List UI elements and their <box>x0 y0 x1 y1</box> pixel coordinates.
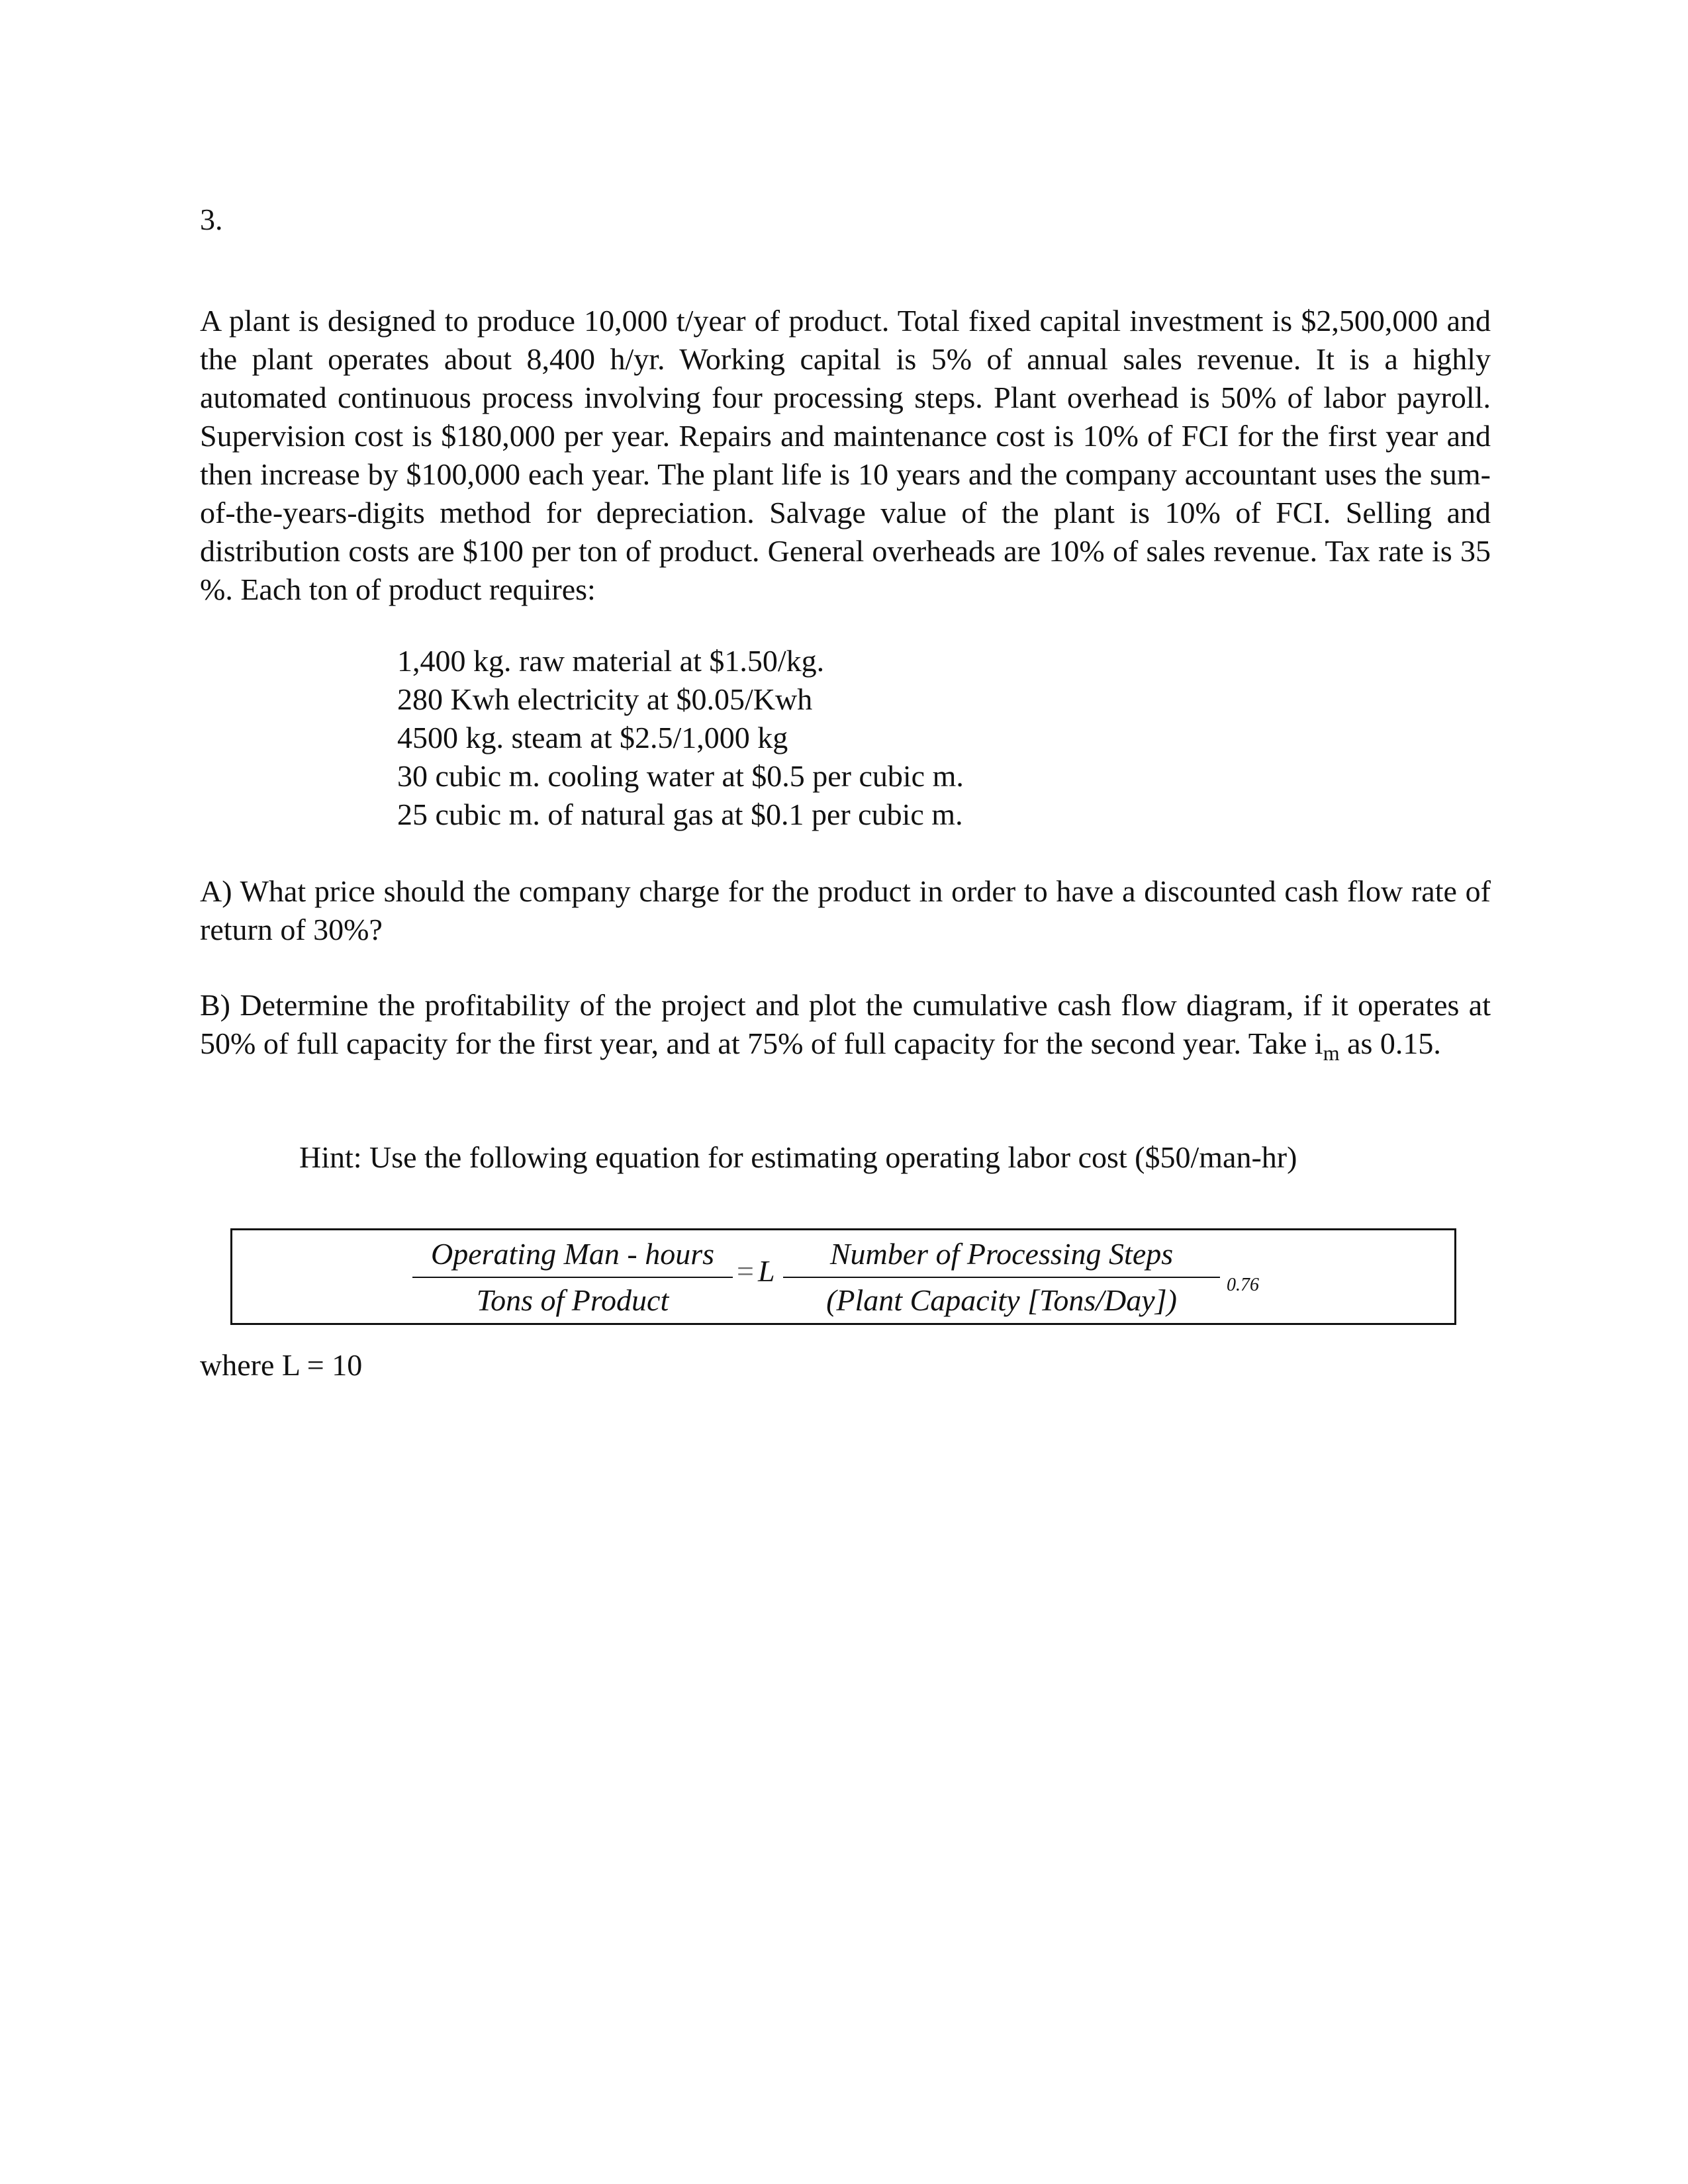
fraction-bar <box>412 1277 733 1278</box>
requirement-raw-material: 1,400 kg. raw material at $1.50/kg. <box>397 644 825 678</box>
formula-left-fraction <box>412 1236 733 1319</box>
question-b <box>200 986 1491 1066</box>
formula-equals <box>737 1253 775 1290</box>
requirement-electricity: 280 Kwh electricity at $0.05/Kwh <box>397 682 813 716</box>
hint-text: Hint: Use the following equation for estimating operating labor cost ($50/man-hr) <box>299 1140 1297 1174</box>
requirement-natural-gas: 25 cubic m. of natural gas at $0.1 per cubic m. <box>397 797 963 831</box>
formula-right-fraction <box>783 1236 1220 1319</box>
formula-right-numerator: Number of Processing Steps <box>829 1237 1174 1271</box>
formula-left-numerator: Operating Man - hours <box>430 1237 715 1271</box>
problem-statement: A plant is designed to produce 10,000 t/year of product. Total fixed capital investment is $2,500,000 and the plant operates about 8,400 h/yr. Working capital is 5% of annual sales revenue. It is a highly automated continuous process involving four processing steps. Plant overhead is 50% of labor payroll. Supervision cost is $180,000 per year. Repairs and maintenance cost is 10% of FCI for the first year and then increase by $100,000 each year. The plant life is 10 years and the company accountant uses the sum-of-the-years-digits method for depreciation. Salvage value of the plant is 10% of FCI. Selling and distribution costs are $100 per ton of product. General overheads are 10% of sales revenue. Tax rate is 35 %. Each ton of product requires: <box>200 304 1491 606</box>
formula-constant: L <box>757 1254 775 1288</box>
formula-right-denominator: (Plant Capacity [Tons/Day]) <box>826 1283 1177 1317</box>
question-b-subscript: m <box>1323 1041 1340 1066</box>
question-a: A) What price should the company charge for the product in order to have a discounted cash flow rate of return of 30%? <box>200 874 1491 946</box>
question-b-text: B) Determine the profitability of the project and plot the cumulative cash flow diagram, if it operates at 50% of full capacity for the first year, and at 75% of full capacity for the second year. Take i <box>200 988 1491 1060</box>
question-number: 3. <box>200 203 223 236</box>
equals-sign: = <box>737 1254 754 1288</box>
requirement-cooling-water: 30 cubic m. cooling water at $0.5 per cubic m. <box>397 759 964 793</box>
requirements-list <box>397 642 964 834</box>
formula-box <box>230 1228 1456 1325</box>
requirement-steam: 4500 kg. steam at $2.5/1,000 kg <box>397 721 788 754</box>
question-b-text-end: as 0.15. <box>1339 1026 1441 1060</box>
fraction-bar <box>783 1277 1220 1278</box>
formula-left-denominator: Tons of Product <box>476 1283 669 1317</box>
where-line: where L = 10 <box>200 1348 363 1382</box>
formula-exponent: 0.76 <box>1227 1275 1259 1295</box>
